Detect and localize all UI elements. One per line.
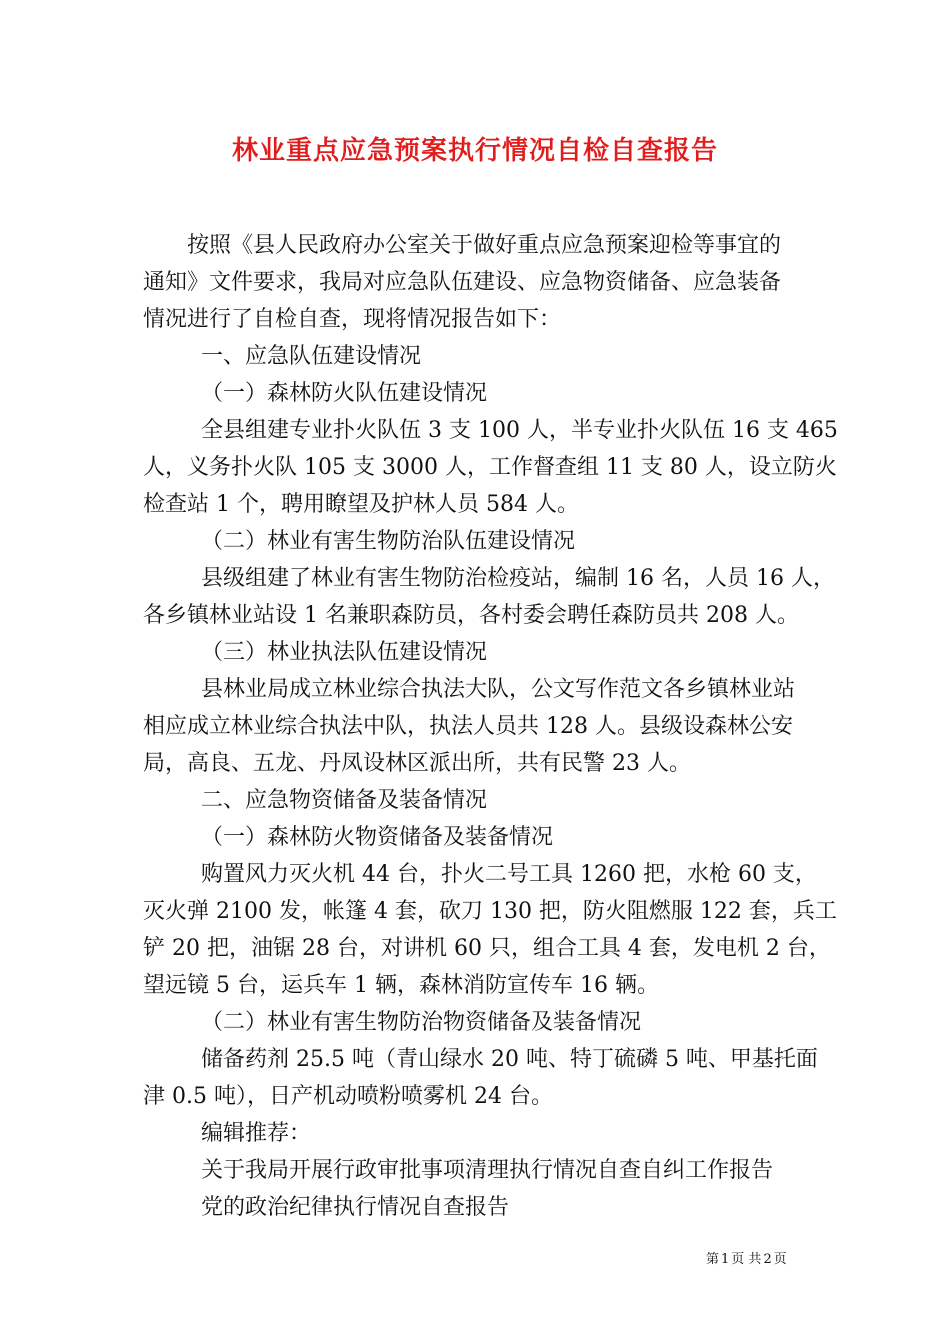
paragraph-line: 县级组建了林业有害生物防治检疫站，编制 16 名，人员 16 人， — [201, 566, 835, 591]
paragraph-line: 全县组建专业扑火队伍 3 支 100 人，半专业扑火队伍 16 支 465 — [201, 418, 838, 443]
paragraph-line: 局，高良、五龙、丹凤设林区派出所，共有民警 23 人。 — [143, 751, 691, 776]
recommend-link[interactable]: 党的政治纪律执行情况自查报告 — [201, 1195, 510, 1220]
page-prefix: 第 — [706, 1252, 720, 1267]
recommend-link[interactable]: 关于我局开展行政审批事项清理执行情况自查自纠工作报告 — [201, 1158, 774, 1183]
subsection-heading: （二）林业有害生物防治物资储备及装备情况 — [201, 1010, 642, 1035]
paragraph-line: 通知》文件要求，我局对应急队伍建设、应急物资储备、应急装备 — [143, 270, 782, 295]
section-heading: 一、应急队伍建设情况 — [201, 344, 422, 369]
paragraph-line: 储备药剂 25.5 吨（青山绿水 20 吨、特丁硫磷 5 吨、甲基托面 — [201, 1047, 818, 1072]
page-mid: 页 共 — [731, 1252, 762, 1267]
subsection-heading: （一）森林防火队伍建设情况 — [201, 381, 488, 406]
current-page: 1 — [721, 1252, 730, 1267]
subsection-heading: （三）林业执法队伍建设情况 — [201, 640, 488, 665]
paragraph-line: 望远镜 5 台，运兵车 1 辆，森林消防宣传车 16 辆。 — [143, 973, 659, 998]
page-suffix: 页 — [773, 1252, 787, 1267]
subsection-heading: （二）林业有害生物防治队伍建设情况 — [201, 529, 576, 554]
paragraph-line: 各乡镇林业站设 1 名兼职森防员，各村委会聘任森防员共 208 人。 — [143, 603, 799, 628]
paragraph-line: 检查站 1 个，聘用瞭望及护林人员 584 人。 — [143, 492, 579, 517]
paragraph-line: 情况进行了自检自查，现将情况报告如下： — [143, 307, 562, 332]
paragraph-line: 津 0.5 吨），日产机动喷粉喷雾机 24 台。 — [143, 1084, 553, 1109]
paragraph-line: 县林业局成立林业综合执法大队，公文写作范文各乡镇林业站 — [201, 677, 796, 702]
paragraph-line: 灭火弹 2100 发，帐篷 4 套，砍刀 130 把，防火阻燃服 122 套，兵工 — [143, 899, 837, 924]
recommend-heading: 编辑推荐： — [201, 1121, 312, 1146]
paragraph-line: 相应成立林业综合执法中队，执法人员共 128 人。县级设森林公安 — [143, 714, 793, 739]
paragraph-line: 铲 20 把，油锯 28 台，对讲机 60 只，组合工具 4 套，发电机 2 台， — [143, 936, 831, 961]
paragraph-line: 购置风力灭火机 44 台，扑火二号工具 1260 把，水枪 60 支， — [201, 862, 817, 887]
document-title: 林业重点应急预案执行情况自检自查报告 — [231, 136, 718, 166]
paragraph-line: 按照《县人民政府办公室关于做好重点应急预案迎检等事宜的 — [187, 233, 782, 258]
section-heading: 二、应急物资储备及装备情况 — [201, 788, 488, 813]
page-number — [705, 1248, 788, 1267]
paragraph-line: 人，义务扑火队 105 支 3000 人，工作督查组 11 支 80 人，设立防火 — [143, 455, 837, 480]
total-pages: 2 — [763, 1252, 772, 1267]
subsection-heading: （一）森林防火物资储备及装备情况 — [201, 825, 554, 850]
